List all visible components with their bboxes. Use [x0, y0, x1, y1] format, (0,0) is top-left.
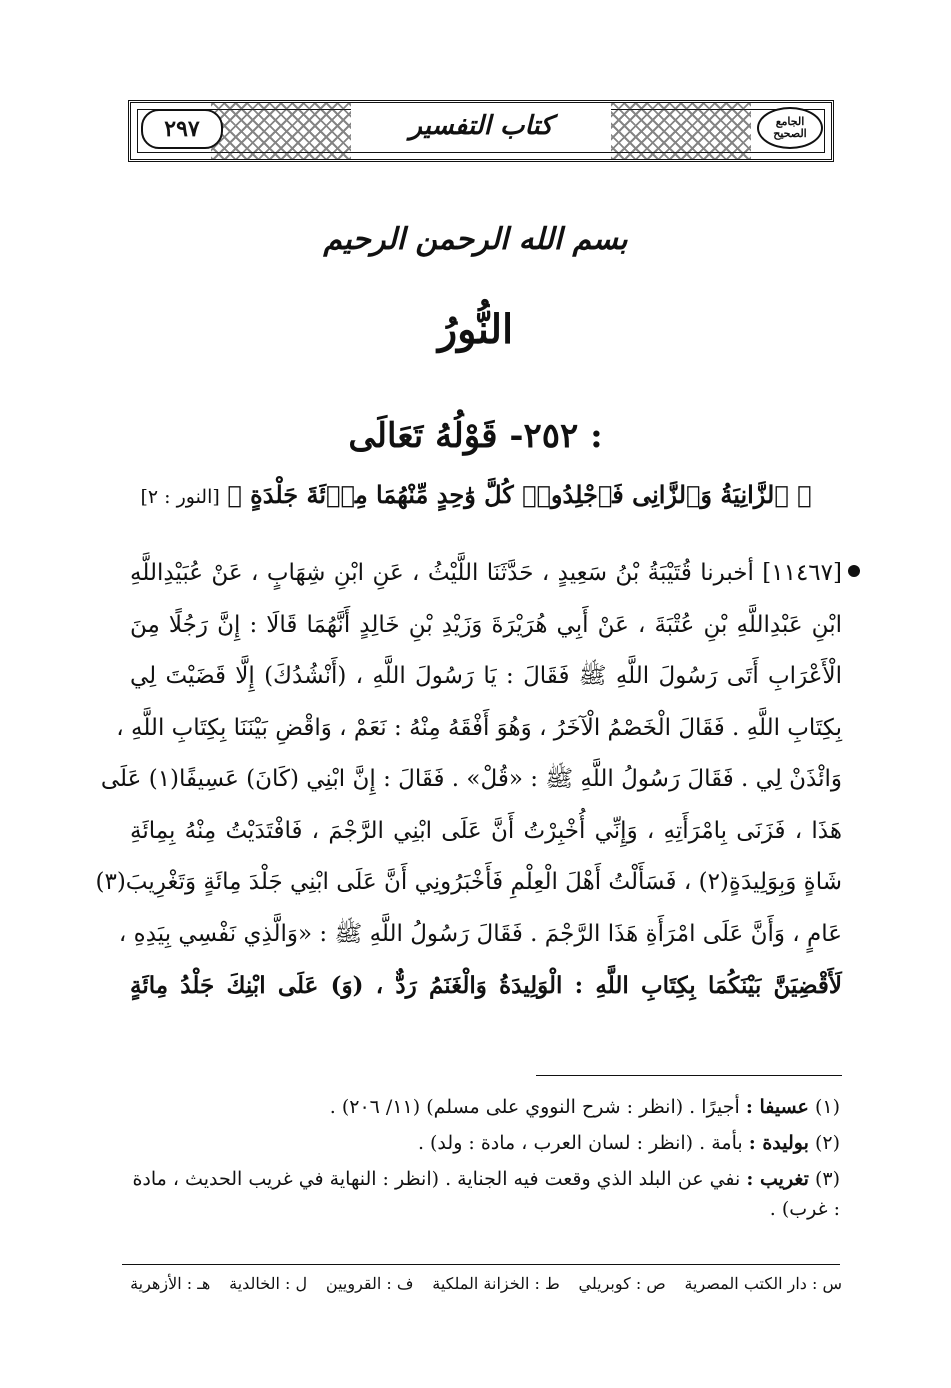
- header-ornament-left: [211, 103, 351, 159]
- page-header: [128, 100, 834, 162]
- footnote: [122, 1092, 840, 1122]
- page-number: ٢٩٧: [141, 109, 223, 149]
- footnote-number: (٢): [814, 1132, 840, 1154]
- text-line: [١١٤٦٧] أخبرنا قُتَيْبَةُ بْنُ سَعِيدٍ ، حَدَّثَنَا اللَّيْثُ ، عَنِ ابْنِ شِهَابٍ ، عَنْ عُبَيْدِاللَّهِ: [130, 560, 842, 586]
- footnote-term: تغريب :: [746, 1168, 809, 1190]
- quran-verse: [140, 480, 812, 509]
- book-title: كتاب التفسير: [351, 105, 611, 147]
- sigla-divider: [122, 1264, 840, 1265]
- text-line: بِكِتَابِ اللَّهِ . فَقَالَ الْخَصْمُ الْآخَرُ ، وَهُوَ أَفْقَهُ مِنْهُ : نَعَمْ ، وَاقْضِ بَيْنَنَا بِكِتَابِ اللَّهِ ،: [116, 714, 842, 741]
- text-line: الْأَعْرَابِ أَتَى رَسُولَ اللَّهِ ﷺ فَقَالَ : يَا رَسُولَ اللَّهِ ، (أَنْشُدُكَ) إِلَّا قَضَيْتَ لِي: [130, 663, 842, 689]
- siglum: ف : القرويين: [325, 1274, 414, 1293]
- siglum: ص : كوبريلي: [578, 1274, 666, 1293]
- siglum: س : دار الكتب المصرية: [684, 1274, 842, 1293]
- footnote-divider: [536, 1075, 842, 1076]
- surah-title: النُّورُ: [437, 306, 514, 353]
- basmala: بسم الله الرحمن الرحيم: [323, 222, 628, 257]
- header-ornament-right: [611, 103, 751, 159]
- verse-reference: [النور : ٢]: [140, 486, 220, 508]
- text-line: هَذَا ، فَزَنَى بِامْرَأَتِهِ ، وَإِنِّي أُخْبِرْتُ أَنَّ عَلَى ابْنِي الرَّجْمَ ، فَافْتَدَيْتُ مِنْهُ بِمِائَةِ: [130, 817, 842, 844]
- hadith-text: [95, 548, 842, 1012]
- footnote: [122, 1128, 840, 1158]
- text-line: ابْنِ عَبْدِاللَّهِ بْنِ عُتْبَةَ ، عَنْ أَبِي هُرَيْرَةَ وَزَيْدِ بْنِ خَالِدٍ أَنَّهُمَا قَالَا : إِنَّ رَجُلًا مِنَ: [130, 611, 842, 638]
- text-line: وَائْذَنْ لِي . فَقَالَ رَسُولُ اللَّهِ ﷺ : «قُلْ» . فَقَالَ : إِنَّ ابْنِي (كَانَ) عَسِيفًا(١) عَلَى: [100, 766, 842, 792]
- section-heading: ٢٥٢- قَوْلُهُ تَعَالَى :: [348, 416, 603, 456]
- footnote-number: (٣): [814, 1168, 840, 1190]
- text-line: لَأَقْضِيَنَّ بَيْنَكُمَا بِكِتَابِ اللَّهِ : الْوَلِيدَةُ وَالْغَنَمُ رَدٌّ ، (وَ) عَلَى ابْنِكَ جَلْدُ مِائَةٍ: [130, 972, 842, 999]
- manuscript-sigla: [130, 1274, 842, 1293]
- footnote-text: أجيرًا . (انظر : شرح النووي على مسلم) (١١/ ٢٠٦) .: [329, 1096, 740, 1118]
- text-line: عَامٍ ، وَأَنَّ عَلَى امْرَأَةِ هَذَا الرَّجْمَ . فَقَالَ رَسُولُ اللَّهِ ﷺ : «وَالَّذِي نَفْسِي بِيَدِهِ ،: [118, 920, 842, 947]
- bullet-icon: [848, 565, 860, 577]
- verse-text: ﴿ ٱلزَّانِيَةُ وَٱلزَّانِى فَٱجْلِدُوا۟ كُلَّ وَٰحِدٍ مِّنْهُمَا مِا۟ئَةَ جَلْدَةٍ ﴾: [227, 480, 812, 509]
- siglum: ط : الخزانة الملكية: [432, 1274, 560, 1293]
- footnote-text: بأمة . (انظر : لسان العرب ، مادة : ولد) .: [417, 1132, 743, 1154]
- footnote-text: نفي عن البلد الذي وقعت فيه الجناية . (انظر : النهاية في غريب الحديث ، مادة : غرب) .: [132, 1168, 840, 1220]
- seal-icon: الجامع الصحيح: [757, 107, 823, 149]
- siglum: هـ : الأزهرية: [130, 1274, 211, 1293]
- footnote-number: (١): [814, 1096, 840, 1118]
- footnote-term: عسيفا :: [745, 1096, 809, 1118]
- footnotes: [122, 1092, 840, 1230]
- footnote: [122, 1164, 840, 1224]
- footnote-term: بوليدة :: [748, 1132, 809, 1154]
- text-line: شَاةٍ وَبِوَلِيدَةٍ(٢) ، فَسَأَلْتُ أَهْلَ الْعِلْمِ فَأَخْبَرُونِي أَنَّ عَلَى ابْنِي جَلْدَ مِائَةٍ وَتَغْرِيبَ(٣): [95, 869, 842, 895]
- siglum: ل : الخالدية: [229, 1274, 308, 1293]
